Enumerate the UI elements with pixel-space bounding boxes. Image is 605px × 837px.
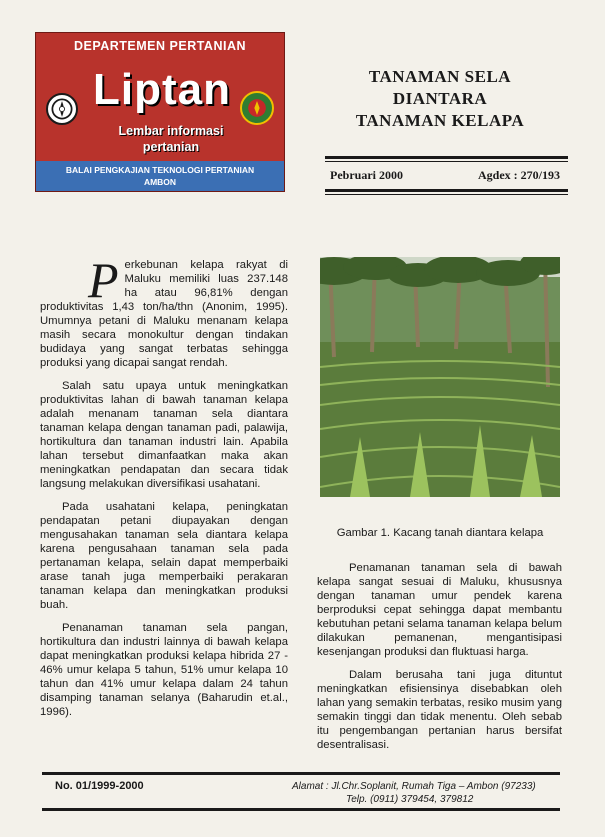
brand-logo-text: Liptan (93, 65, 231, 114)
drop-cap: P (88, 252, 119, 308)
institute-name: BALAI PENGKAJIAN TEKNOLOGI PERTANIAN (65, 165, 255, 175)
paragraph-5: Penamanan tanaman sela di bawah kelapa sangat sesuai di Maluku, khususnya dengan tanaman umur pendek karena berproduksi cepat sehingga dapat membantu kebutuhan petani selama tanaman kelapa belum dilakukan pemanenan, mengantisipasi kesenjangan produksi dan fluktuasi harga. (317, 562, 562, 658)
address-line: Alamat : Jl.Chr.Soplanit, Rumah Tiga – Ambon (97233) (292, 781, 536, 792)
issue-date: Pebruari 2000 (330, 168, 403, 182)
department-name: DEPARTEMEN PERTANIAN (73, 39, 247, 53)
title-line1: TANAMAN SELA (368, 67, 512, 86)
paragraph-1-text: erkebunan kelapa rakyat di Maluku memiliki luas 237.148 ha atau 96,81% dengan produktivitas 1,43 ton/ha/thn (Anonim, 1995). Umumnya petani di Maluku menanam kelapa masih secara monokultur dengan tindakan budidaya yang sangat terbatas sehingga produksi yang dicapai sangat rendah. (40, 259, 288, 369)
tagline-line2: pertanian (142, 140, 200, 154)
agdex-code: Agdex : 270/193 (478, 168, 560, 182)
phone-line: Telp. (0911) 379454, 379812 (346, 794, 474, 805)
footer-top-rule (42, 772, 560, 775)
province-emblem-icon (240, 91, 274, 125)
body-left-column (40, 252, 288, 728)
paragraph-6: Dalam berusaha tani juga dituntut meningkatkan efisiensinya disebabkan oleh lahan yang semakin terbatas, resiko musim yang semakin tinggi dan tidak menentu. Oleh sebab itu pengembangan pertanian harus bersifat desentralisasi. (317, 669, 562, 751)
brand-tagline (96, 123, 246, 155)
ministry-emblem-icon (46, 93, 78, 125)
paragraph-3: Pada usahatani kelapa, peningkatan pendapatan petani diupayakan dengan mengusahakan tanaman sela diantara kelapa karena pengusahaan tanaman sela pada pertanaman kelapa, selain dapat memperbaiki arase tanah juga memperbaiki perakaran tanaman kelapa dan meningkatkan produksi buah. (40, 501, 288, 611)
body-right-column (317, 561, 562, 761)
paragraph-1 (40, 252, 288, 370)
issue-number: No. 01/1999-2000 (55, 780, 144, 792)
plantation-photo (320, 257, 560, 497)
footer-bottom-rule (42, 808, 560, 811)
meta-top-rule-thin (325, 161, 568, 162)
meta-bottom-rule (325, 189, 568, 192)
title-line2: DIANTARA (392, 89, 488, 108)
document-title (320, 66, 560, 132)
publisher-address (292, 780, 536, 806)
institute-city: AMBON (143, 177, 177, 187)
meta-top-rule (325, 156, 568, 159)
title-line3: TANAMAN KELAPA (355, 111, 525, 130)
issue-meta (330, 168, 560, 183)
meta-bottom-rule-thin (325, 194, 568, 195)
figure-caption: Gambar 1. Kacang tanah diantara kelapa (336, 527, 544, 539)
paragraph-4: Penanaman tanaman sela pangan, hortikultura dan industri lainnya di bawah kelapa dapat meningkatkan produksi kelapa hibrida 27 - 46% umur kelapa 5 tahun, 51% umur kelapa 10 tahun dan 41% umur kelapa dalam 24 tahun disamping tanaman selanya (Baharudin et.al., 1996). (40, 622, 288, 718)
tagline-line1: Lembar informasi (118, 124, 224, 138)
paragraph-2: Salah satu upaya untuk meningkatkan produktivitas lahan di bawah tanaman kelapa adalah menanam tanaman sela diantara tanaman kelapa dengan tanaman padi, palawija, hortikultura dan tanaman industri lain. Apabila lahan tersebut dimanfaatkan maka akan meningkatkan pendapatan dan secara tidak langsung melakukan diversifikasi usahatani. (40, 380, 288, 490)
liptan-masthead (35, 32, 285, 192)
institute-bar (36, 161, 284, 191)
